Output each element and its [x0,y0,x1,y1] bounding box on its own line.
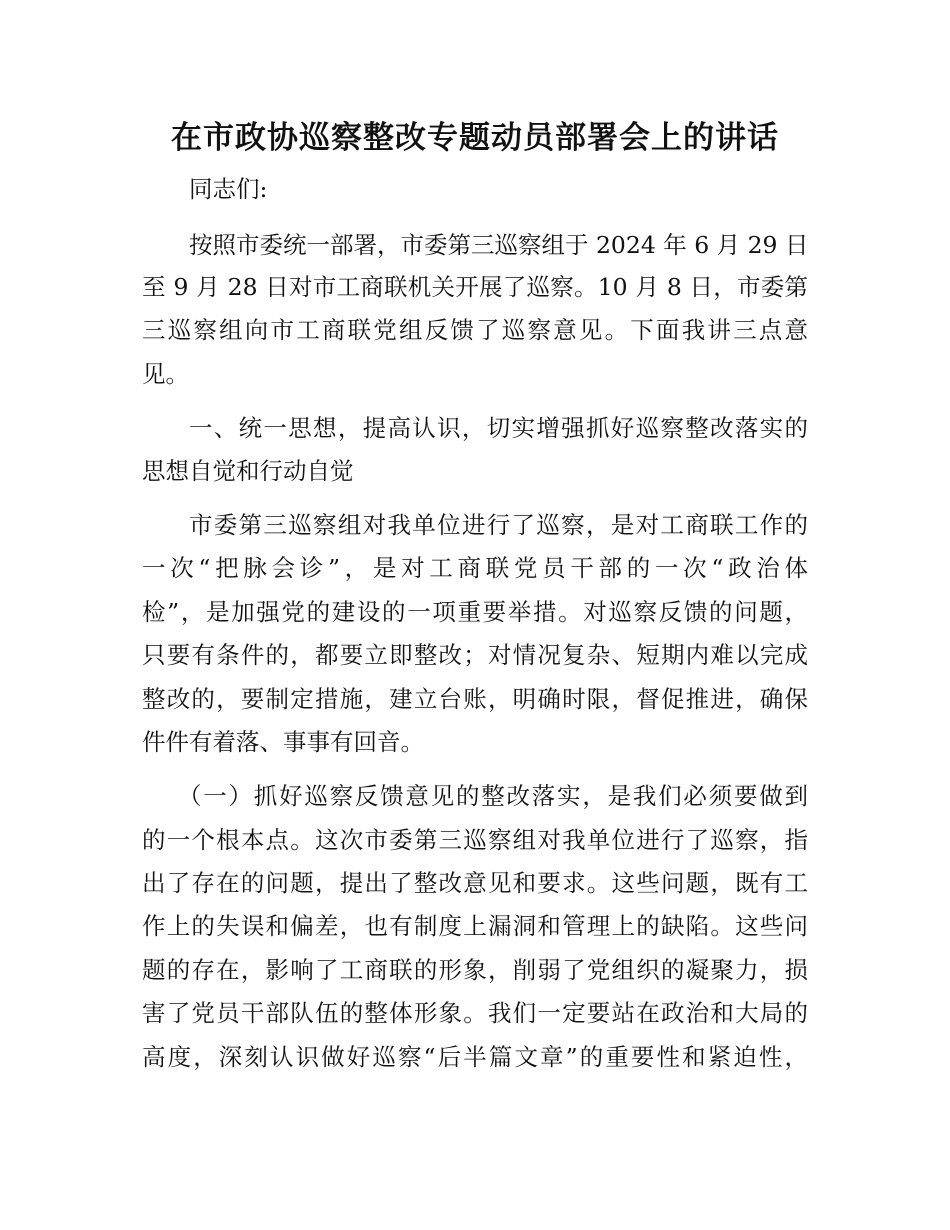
section-heading-1-line-1: 一、统一思想，提高认识，切实增强抓好巡察整改落实的 [189,414,808,442]
paragraph-1-line-1: 按照市委统一部署，市委第三巡察组于 2024 年 6 月 29 日 [189,231,809,259]
paragraph-3-line-6: 件件有着落、事事有回音。 [142,728,424,756]
paragraph-3-line-5: 整改的，要制定措施，建立台账，明确时限，督促推进，确保 [142,685,808,713]
paragraph-4-line-5: 题的存在，影响了工商联的形象，削弱了党组织的凝聚力，损 [142,956,808,984]
paragraph-3-line-3: 检”，是加强党的建设的一项重要举措。对巡察反馈的问题， [142,598,808,626]
paragraph-4-line-2: 的一个根本点。这次市委第三巡察组对我单位进行了巡察，指 [142,826,808,854]
paragraph-3-line-2: 一次“把脉会诊”，是对工商联党员干部的一次“政治体 [142,554,808,582]
paragraph-4-line-1: （一）抓好巡察反馈意见的整改落实，是我们必须要做到 [178,782,808,810]
paragraph-4-line-7: 高度，深刻认识做好巡察“后半篇文章”的重要性和紧迫性， [142,1043,808,1071]
paragraph-1-line-2: 至 9 月 28 日对市工商联机关开展了巡察。10 月 8 日，市委第 [142,273,808,301]
section-heading-1-line-2: 思想自觉和行动自觉 [142,457,354,485]
paragraph-4-line-6: 害了党员干部队伍的整体形象。我们一定要站在政治和大局的 [142,999,808,1027]
paragraph-3-line-4: 只要有条件的，都要立即整改；对情况复杂、短期内难以完成 [142,641,808,669]
document-title: 在市政协巡察整改专题动员部署会上的讲话 [171,120,779,156]
salutation: 同志们: [189,175,268,203]
paragraph-4-line-3: 出了存在的问题，提出了整改意见和要求。这些问题，既有工 [142,869,808,897]
paragraph-1-line-3: 三巡察组向市工商联党组反馈了巡察意见。下面我讲三点意 [142,316,808,344]
paragraph-3-line-1: 市委第三巡察组对我单位进行了巡察，是对工商联工作的 [189,511,808,539]
paragraph-1-line-4: 见。 [142,360,189,388]
paragraph-4-line-4: 作上的失误和偏差，也有制度上漏洞和管理上的缺陷。这些问 [142,912,808,940]
